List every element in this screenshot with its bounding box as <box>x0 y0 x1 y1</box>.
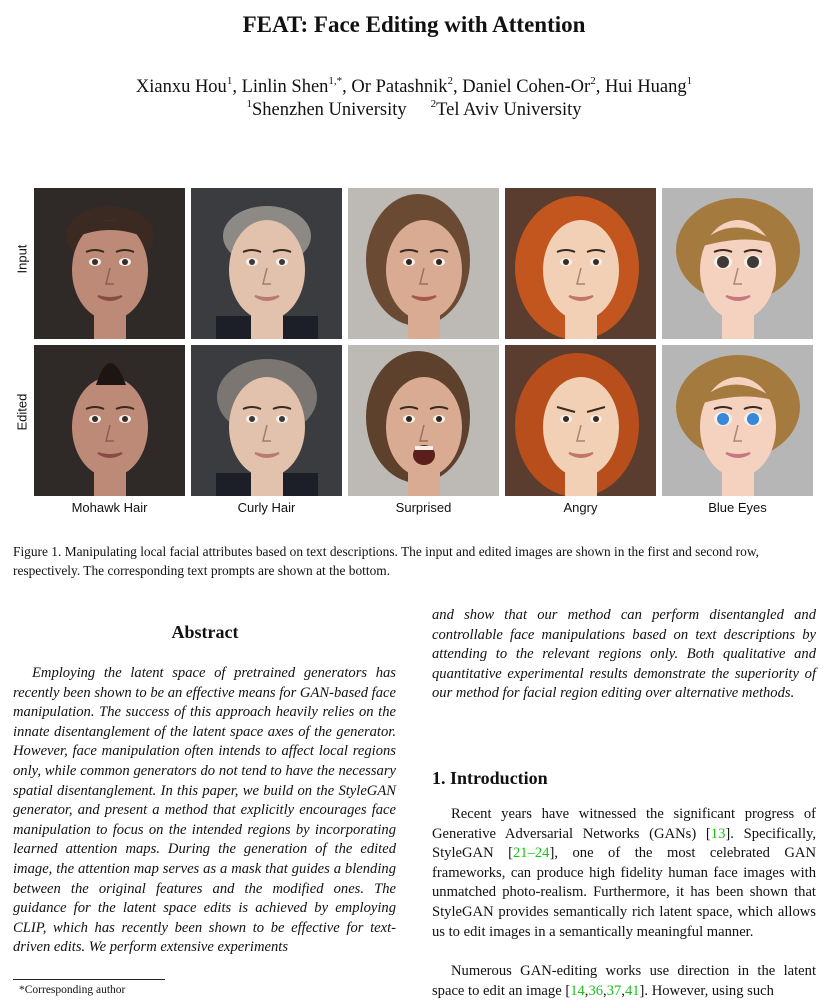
section-heading: 1. Introduction <box>432 768 548 788</box>
author-name: Hui Huang <box>604 77 687 97</box>
edited-face-image <box>34 345 185 496</box>
row-label-edited: Edited <box>14 393 30 431</box>
citation-link[interactable]: 13 <box>710 825 726 842</box>
edited-face-image <box>191 345 342 496</box>
intro-paragraph: Numerous GAN-editing works use direction in the latent space to edit an image [14,36,37,41]. However, using such <box>432 963 816 999</box>
intro-paragraph: Recent years have witnessed the significant progress of Generative Adversarial Networks (GANs) [13]. Specifically, StyleGAN [21–24], one of the most celebrated GAN frameworks, can produce high fidelity human face images with unmatched photo-realism. Furthermore, it has been shown that StyleGAN provides semantically rich latent space, which allows us to edit images in a semantically meaningful manner. <box>432 806 816 940</box>
prompt-caption: Blue Eyes <box>708 500 767 515</box>
row-label-input: Input <box>14 244 30 274</box>
author-list: Xianxu Hou$^1$, Linlin Shen$^{1,*}$, Or Patashnik$^2$, Daniel Cohen-Or$^2$, Hui Huang$^1$ <box>135 75 693 97</box>
citation-link[interactable]: 41 <box>624 982 640 999</box>
edited-face-image <box>348 345 499 496</box>
prompt-caption: Angry <box>563 500 598 515</box>
prompt-caption: Mohawk Hair <box>71 500 148 515</box>
author-name: Xianxu Hou <box>135 77 227 97</box>
edited-face-image <box>505 345 656 496</box>
prompt-caption: Surprised <box>395 500 452 515</box>
footnote: *Corresponding author <box>19 984 126 996</box>
abstract-text: Employing the latent space of pretrained generators has recently been shown to be an effective means for GAN-based face manipulation. The success of this approach heavily relies on the innate disentanglement of the latent space axes of the generator. However, face manipulation often intends to affect local regions only, while common generators do not tend to have the necessary spatial disentanglement. In this paper, we build on the StyleGAN generator, and present a method that explicitly encourages face manipulation to focus on the intended regions by incorporating learned attention maps. During the generation of the edited image, the attention map serves as a mask that guides a blending between the original features and the modified ones. The guidance for the latent space edits is achieved by employing CLIP, which has recently been shown to be effective for text-driven edits. We perform extensive experiments <box>13 665 396 956</box>
affiliation-mark: 1 <box>246 98 252 110</box>
affiliation-name: Tel Aviv University <box>436 100 582 120</box>
input-face-image <box>348 188 499 339</box>
prompt-caption: Curly Hair <box>237 500 296 515</box>
input-face-image <box>34 188 185 339</box>
author-mark: 2 <box>447 75 454 87</box>
author-mark: 2 <box>590 75 596 87</box>
figure-caption: Figure 1. Manipulating local facial attributes based on text descriptions. The input and edited images are shown in the first and second row, respectively. The corresponding text prompts are shown at the bottom. <box>13 544 759 578</box>
edited-face-image <box>662 345 813 496</box>
citation-link[interactable]: 21–24 <box>512 845 550 862</box>
author-name: Linlin Shen <box>241 77 329 97</box>
author-mark: 1 <box>226 75 233 87</box>
citation-link[interactable]: 37 <box>606 982 622 999</box>
affiliation-name: Shenzhen University <box>252 100 407 120</box>
author-name: Daniel Cohen-Or <box>462 77 591 97</box>
affiliation-mark: 2 <box>430 98 437 110</box>
author-mark: 1,* <box>328 75 343 87</box>
footnote-divider <box>13 979 165 980</box>
paper-title: FEAT: Face Editing with Attention <box>242 12 586 37</box>
author-mark: 1 <box>686 75 693 87</box>
input-face-image <box>191 188 342 339</box>
affiliation-list <box>0 99 828 121</box>
citation-link[interactable]: 36 <box>588 982 604 999</box>
author-name: Or Patashnik <box>351 77 448 97</box>
input-face-image <box>505 188 656 339</box>
abstract-continuation: and show that our method can perform disentangled and controllable face manipulations based on text descriptions by attending to the relevant regions only. Both qualitative and quantitative experimental results demonstrate the superiority of our method for facial region editing over alternative methods. <box>432 607 816 702</box>
citation-link[interactable]: 14 <box>570 982 585 999</box>
abstract-heading: Abstract <box>171 622 239 642</box>
input-face-image <box>662 188 813 339</box>
